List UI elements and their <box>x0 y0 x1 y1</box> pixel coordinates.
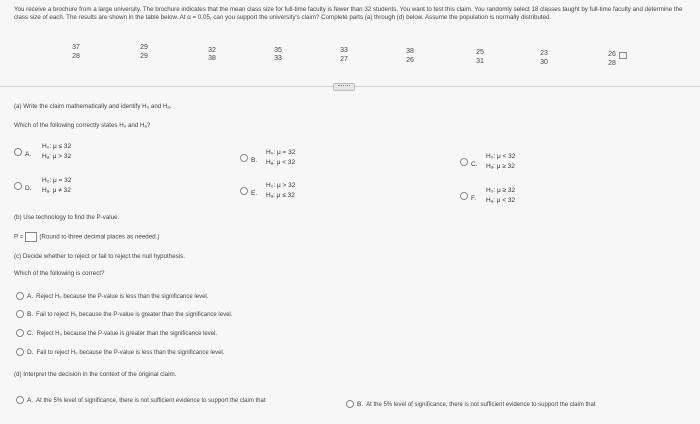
table-cell: 27 <box>340 56 348 63</box>
table-cell: 35 <box>274 47 282 54</box>
option-f-radio[interactable]: F. <box>460 187 479 205</box>
part-c-label: (c) Decide whether to reject or fail to reject the null hypothesis. <box>14 253 185 260</box>
option-d-h0: H₀: μ = 32 <box>42 177 72 184</box>
expand-handle-icon[interactable] <box>333 83 355 91</box>
table-cell: 30 <box>540 59 548 66</box>
table-cell: 26 <box>608 51 616 58</box>
radio-icon[interactable] <box>16 396 24 404</box>
option-e-h0: H₀: μ > 32 <box>266 182 296 189</box>
option-d-ha: Hₐ: μ ≠ 32 <box>42 187 71 194</box>
table-cell: 23 <box>540 50 548 57</box>
option-a-h0: H₀: μ ≤ 32 <box>42 143 72 150</box>
radio-icon[interactable] <box>16 292 24 300</box>
option-f-h0: H₀: μ ≥ 32 <box>486 187 516 194</box>
table-cell: 31 <box>476 58 484 65</box>
option-e-radio[interactable]: E. <box>240 182 260 200</box>
radio-icon[interactable] <box>240 154 248 162</box>
option-a-radio[interactable]: A. <box>14 143 34 161</box>
data-table <box>14 44 694 72</box>
part-c-option-b[interactable]: B. Fail to reject H₀ because the P-value is greater than the significance level. <box>16 310 232 320</box>
p-value-hint: (Round to three decimal places as needed.) <box>39 233 160 241</box>
option-f-ha: Hₐ: μ < 32 <box>486 197 516 204</box>
option-e-ha: Hₐ: μ ≤ 32 <box>266 192 295 199</box>
table-cell: 29 <box>140 44 148 51</box>
table-cell: 32 <box>208 47 216 54</box>
option-b-h0: H₀: μ = 32 <box>266 149 296 156</box>
part-c-option-c[interactable]: C. Reject H₀ because the P-value is greater than the significance level. <box>16 329 217 339</box>
option-c-ha: Hₐ: μ ≥ 32 <box>486 163 515 170</box>
table-cell: 38 <box>208 55 216 62</box>
table-cell: 28 <box>72 53 80 60</box>
table-cell: 28 <box>608 60 616 67</box>
part-a-label: (a) Write the claim mathematically and identify H₀ and Hₐ. <box>14 103 172 110</box>
p-value-prefix: P = <box>14 233 24 241</box>
table-cell: 33 <box>340 47 348 54</box>
table-cell: 37 <box>72 44 80 51</box>
table-cell: 33 <box>274 55 282 62</box>
option-a-ha: Hₐ: μ > 32 <box>42 153 72 160</box>
copy-data-icon[interactable] <box>619 52 627 59</box>
radio-icon[interactable] <box>16 329 24 337</box>
table-cell: 29 <box>140 53 148 60</box>
part-d-label: (d) Interpret the decision in the context of the original claim. <box>14 371 177 378</box>
table-cell: 26 <box>406 57 414 64</box>
radio-icon[interactable] <box>346 400 354 408</box>
option-b-ha: Hₐ: μ < 32 <box>266 159 296 166</box>
radio-icon[interactable] <box>16 348 24 356</box>
radio-icon[interactable] <box>240 187 248 195</box>
radio-icon[interactable] <box>14 182 22 190</box>
part-c-option-d[interactable]: D. Fail to reject H₀ because the P-value is less than the significance level. <box>16 348 224 358</box>
radio-icon[interactable] <box>16 310 24 318</box>
radio-icon[interactable] <box>460 158 468 166</box>
option-c-h0: H₀: μ < 32 <box>486 153 516 160</box>
part-b-label: (b) Use technology to find the P-value. <box>14 214 120 221</box>
problem-prompt: You receive a brochure from a large university. The brochure indicates that the mean class size for full-time faculty is fewer than 32 students. You want to test this claim. You randomly select 18 classes taught by full-time faculty and determine the class size of each. The results are shown in the table below. At α = 0.05, can you support the university's claim? Complete parts (a) through (d) below. Assume the population is normally distributed. <box>14 6 683 21</box>
radio-icon[interactable] <box>14 148 22 156</box>
table-cell: 25 <box>476 49 484 56</box>
part-c-option-a[interactable]: A. Reject H₀ because the P-value is less than the significance level. <box>16 292 208 302</box>
p-value-row <box>14 232 159 242</box>
option-d-radio[interactable]: D. <box>14 177 35 195</box>
option-b-radio[interactable]: B. <box>240 149 260 167</box>
p-value-input[interactable] <box>25 232 37 242</box>
table-cell: 38 <box>406 48 414 55</box>
option-c-radio[interactable]: C. <box>460 153 481 171</box>
part-c-question: Which of the following is correct? <box>14 270 105 277</box>
radio-icon[interactable] <box>460 192 468 200</box>
part-d-option-b[interactable]: B. At the 5% level of significance, there is not sufficient evidence to support the claim that <box>346 400 596 410</box>
part-a-question: Which of the following correctly states H₀ and Hₐ? <box>14 122 151 129</box>
part-d-option-a[interactable]: A. At the 5% level of significance, there is not sufficient evidence to support the claim that <box>16 396 266 406</box>
